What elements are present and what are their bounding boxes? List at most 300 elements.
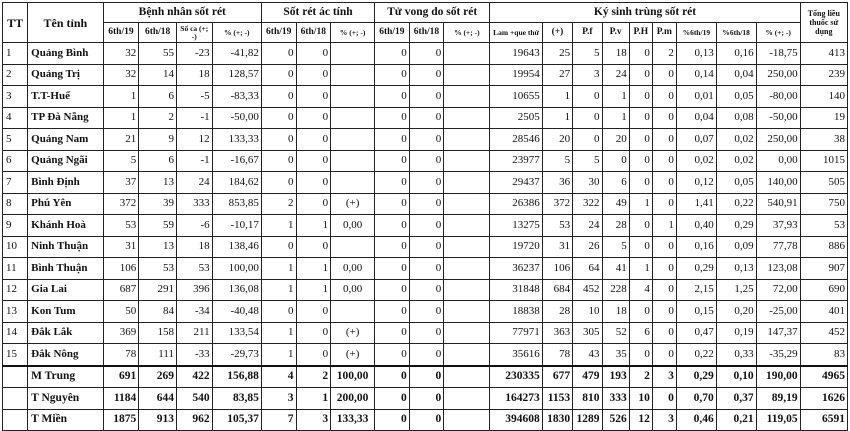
cell-pos: 27 (542, 64, 572, 86)
cell-ph: 2 (629, 366, 652, 388)
cell-ph: 0 (629, 43, 652, 65)
header-total-drugs: Tổng liều thuốc sử dụng (800, 3, 847, 43)
cell-dpct (444, 150, 490, 172)
cell-pch: 18 (176, 64, 212, 86)
cell-s18: 0 (296, 150, 331, 172)
cell-s18: 1 (296, 215, 331, 237)
cell-d19: 0 (375, 215, 410, 237)
cell-p18: 13 (139, 236, 177, 258)
cell-kpct: 37,93 (756, 215, 800, 237)
table-row (3, 258, 848, 280)
cell-spct (331, 172, 375, 194)
cell-k19: 0,04 (676, 107, 716, 129)
cell-lam: 19954 (490, 64, 542, 86)
cell-d19: 0 (375, 150, 410, 172)
cell-d19: 0 (375, 301, 410, 323)
cell-p18: 13 (139, 172, 177, 194)
cell-s18: 1 (296, 388, 331, 410)
cell-p19: 31 (103, 236, 139, 258)
cell-s18: 0 (296, 172, 331, 194)
cell-ph: 0 (629, 129, 652, 151)
cell-kpct: -80,00 (756, 86, 800, 108)
cell-s19: 7 (261, 409, 296, 431)
cell-d18: 0 (409, 258, 444, 280)
cell-spct (331, 129, 375, 151)
cell-d19: 0 (375, 129, 410, 151)
cell-pv: 0 (602, 150, 629, 172)
cell-name: Quảng Nam (28, 129, 103, 151)
summary-row (3, 409, 848, 431)
cell-p19: 369 (103, 322, 139, 344)
cell-pos: 1 (542, 86, 572, 108)
cell-p18: 39 (139, 193, 177, 215)
cell-pos: 31 (542, 236, 572, 258)
cell-total: 401 (800, 301, 847, 323)
cell-pf: 0 (573, 107, 602, 129)
cell-d18: 0 (409, 129, 444, 151)
cell-spct: 100,00 (331, 366, 375, 388)
table-body (3, 43, 848, 431)
cell-tt: 8 (3, 193, 28, 215)
cell-k18: 0,02 (716, 150, 756, 172)
cell-d19: 0 (375, 236, 410, 258)
cell-dpct (444, 86, 490, 108)
cell-pf: 30 (573, 172, 602, 194)
cell-spct: 200,00 (331, 388, 375, 410)
cell-k19: 0,13 (676, 43, 716, 65)
cell-s18: 0 (296, 107, 331, 129)
cell-kpct: 140,00 (756, 172, 800, 194)
cell-k18: 0,33 (716, 344, 756, 366)
cell-pos: 36 (542, 172, 572, 194)
cell-k18: 0,16 (716, 43, 756, 65)
cell-s18: 0 (296, 43, 331, 65)
cell-lam: 23977 (490, 150, 542, 172)
cell-ppct: -29,73 (212, 344, 261, 366)
cell-pos: 372 (542, 193, 572, 215)
cell-dpct (444, 236, 490, 258)
header-tt: TT (3, 3, 28, 43)
cell-pv: 35 (602, 344, 629, 366)
cell-pch: 211 (176, 322, 212, 344)
cell-tt: 15 (3, 344, 28, 366)
cell-name: Bình Định (28, 172, 103, 194)
cell-lam: 230335 (490, 366, 542, 388)
cell-s18: 0 (296, 301, 331, 323)
cell-pm: 0 (652, 301, 676, 323)
cell-pch: -6 (176, 215, 212, 237)
cell-k18: 0,13 (716, 258, 756, 280)
cell-total: 83 (800, 344, 847, 366)
cell-spct (331, 43, 375, 65)
cell-s18: 0 (296, 64, 331, 86)
cell-pm: 3 (652, 366, 676, 388)
cell-pm: 0 (652, 86, 676, 108)
cell-dpct (444, 258, 490, 280)
subheader-parasites-6: %6th/19 (676, 23, 716, 43)
cell-pch: 53 (176, 258, 212, 280)
cell-pv: 52 (602, 322, 629, 344)
cell-ph: 0 (629, 344, 652, 366)
cell-spct: 0,00 (331, 258, 375, 280)
cell-kpct: -25,00 (756, 301, 800, 323)
cell-dpct (444, 301, 490, 323)
table-row (3, 215, 848, 237)
cell-name: Quảng Ngãi (28, 150, 103, 172)
cell-k19: 0,12 (676, 172, 716, 194)
cell-pch: 333 (176, 193, 212, 215)
cell-d18: 0 (409, 172, 444, 194)
subheader-parasites-1: (+) (542, 23, 572, 43)
cell-total: 907 (800, 258, 847, 280)
cell-tt (3, 388, 28, 410)
cell-pos: 677 (542, 366, 572, 388)
subheader-patients-2: Số ca (+; -) (176, 23, 212, 43)
cell-lam: 13275 (490, 215, 542, 237)
cell-pch: -34 (176, 301, 212, 323)
cell-total: 1015 (800, 150, 847, 172)
cell-s18: 0 (296, 236, 331, 258)
cell-pf: 305 (573, 322, 602, 344)
subheader-parasites-3: P.v (602, 23, 629, 43)
cell-name: Kon Tum (28, 301, 103, 323)
cell-p19: 691 (103, 366, 139, 388)
cell-pf: 3 (573, 64, 602, 86)
cell-pch: 396 (176, 279, 212, 301)
cell-pm: 0 (652, 279, 676, 301)
cell-d19: 0 (375, 107, 410, 129)
cell-p19: 32 (103, 43, 139, 65)
cell-pv: 5 (602, 236, 629, 258)
cell-d18: 0 (409, 344, 444, 366)
cell-dpct (444, 129, 490, 151)
cell-s19: 0 (261, 150, 296, 172)
cell-pv: 18 (602, 43, 629, 65)
cell-pm: 0 (652, 388, 676, 410)
cell-dpct (444, 388, 490, 410)
cell-pm: 0 (652, 172, 676, 194)
cell-kpct: 147,37 (756, 322, 800, 344)
cell-pf: 64 (573, 258, 602, 280)
cell-name: T Miền (28, 409, 103, 431)
cell-pf: 5 (573, 43, 602, 65)
cell-pos: 684 (542, 279, 572, 301)
table-row (3, 172, 848, 194)
cell-tt: 3 (3, 86, 28, 108)
cell-ppct: -40,48 (212, 301, 261, 323)
cell-pf: 0 (573, 86, 602, 108)
cell-s18: 3 (296, 409, 331, 431)
cell-pch: 18 (176, 236, 212, 258)
cell-tt: 13 (3, 301, 28, 323)
cell-k19: 0,29 (676, 366, 716, 388)
cell-pos: 106 (542, 258, 572, 280)
cell-k19: 0,40 (676, 215, 716, 237)
cell-pos: 20 (542, 129, 572, 151)
cell-s19: 0 (261, 43, 296, 65)
cell-pv: 18 (602, 301, 629, 323)
cell-dpct (444, 279, 490, 301)
malaria-report-page (2, 2, 848, 425)
cell-pch: -33 (176, 344, 212, 366)
cell-dpct (444, 64, 490, 86)
cell-lam: 28546 (490, 129, 542, 151)
cell-pv: 6 (602, 172, 629, 194)
cell-pos: 1830 (542, 409, 572, 431)
header-deaths: Tử vong do sốt rét (375, 3, 490, 23)
subheader-parasites-4: P.H (629, 23, 652, 43)
cell-s19: 4 (261, 366, 296, 388)
cell-dpct (444, 172, 490, 194)
cell-p18: 6 (139, 86, 177, 108)
cell-p19: 21 (103, 129, 139, 151)
cell-tt: 4 (3, 107, 28, 129)
subheader-patients-0: 6th/19 (103, 23, 139, 43)
subheader-parasites-5: P.m (652, 23, 676, 43)
cell-ppct: -41,82 (212, 43, 261, 65)
cell-p18: 84 (139, 301, 177, 323)
cell-pf: 322 (573, 193, 602, 215)
cell-ppct: 133,54 (212, 322, 261, 344)
cell-total: 53 (800, 215, 847, 237)
cell-s19: 0 (261, 236, 296, 258)
cell-spct (331, 236, 375, 258)
cell-tt: 1 (3, 43, 28, 65)
summary-row (3, 388, 848, 410)
cell-total: 6591 (800, 409, 847, 431)
cell-pv: 24 (602, 64, 629, 86)
cell-p18: 59 (139, 215, 177, 237)
cell-dpct (444, 322, 490, 344)
cell-kpct: 123,08 (756, 258, 800, 280)
cell-d19: 0 (375, 172, 410, 194)
cell-tt: 12 (3, 279, 28, 301)
cell-d19: 0 (375, 258, 410, 280)
cell-s18: 1 (296, 279, 331, 301)
cell-p18: 9 (139, 129, 177, 151)
cell-pos: 25 (542, 43, 572, 65)
cell-pch: 12 (176, 129, 212, 151)
table-row (3, 64, 848, 86)
cell-s19: 2 (261, 193, 296, 215)
cell-pv: 41 (602, 258, 629, 280)
cell-ppct: -83,33 (212, 86, 261, 108)
cell-k19: 0,70 (676, 388, 716, 410)
cell-ppct: 138,46 (212, 236, 261, 258)
cell-name: TP Đà Nẵng (28, 107, 103, 129)
cell-d19: 0 (375, 388, 410, 410)
cell-d18: 0 (409, 86, 444, 108)
cell-ph: 0 (629, 301, 652, 323)
cell-lam: 19643 (490, 43, 542, 65)
cell-name: Bình Thuận (28, 258, 103, 280)
cell-pos: 78 (542, 344, 572, 366)
cell-s19: 1 (261, 258, 296, 280)
cell-p18: 6 (139, 150, 177, 172)
subheader-deaths-1: 6th/18 (409, 23, 444, 43)
cell-pos: 1 (542, 107, 572, 129)
cell-pv: 193 (602, 366, 629, 388)
cell-p18: 53 (139, 258, 177, 280)
cell-pf: 26 (573, 236, 602, 258)
cell-ppct: 133,33 (212, 129, 261, 151)
cell-pch: -23 (176, 43, 212, 65)
cell-total: 140 (800, 86, 847, 108)
cell-p18: 14 (139, 64, 177, 86)
cell-pm: 1 (652, 215, 676, 237)
cell-ph: 0 (629, 172, 652, 194)
cell-s19: 0 (261, 301, 296, 323)
cell-p18: 158 (139, 322, 177, 344)
cell-pm: 0 (652, 150, 676, 172)
cell-d18: 0 (409, 193, 444, 215)
cell-p18: 111 (139, 344, 177, 366)
cell-dpct (444, 215, 490, 237)
cell-dpct (444, 409, 490, 431)
cell-s19: 1 (261, 279, 296, 301)
cell-lam: 36237 (490, 258, 542, 280)
subheader-deaths-0: 6th/19 (375, 23, 410, 43)
cell-total: 413 (800, 43, 847, 65)
cell-s19: 1 (261, 215, 296, 237)
cell-k19: 0,16 (676, 236, 716, 258)
cell-total: 690 (800, 279, 847, 301)
table-row (3, 150, 848, 172)
cell-d18: 0 (409, 409, 444, 431)
cell-pm: 0 (652, 344, 676, 366)
header-row-subcolumns (3, 23, 848, 43)
cell-lam: 10655 (490, 86, 542, 108)
cell-pch: 422 (176, 366, 212, 388)
cell-pf: 1289 (573, 409, 602, 431)
cell-pv: 1 (602, 86, 629, 108)
cell-d18: 0 (409, 236, 444, 258)
cell-d19: 0 (375, 64, 410, 86)
cell-k18: 0,29 (716, 215, 756, 237)
cell-s19: 0 (261, 107, 296, 129)
cell-name: Khánh Hoà (28, 215, 103, 237)
cell-k19: 0,02 (676, 150, 716, 172)
cell-ph: 1 (629, 258, 652, 280)
cell-pf: 810 (573, 388, 602, 410)
cell-tt (3, 366, 28, 388)
cell-p19: 5 (103, 150, 139, 172)
cell-kpct: 250,00 (756, 64, 800, 86)
cell-ppct: 156,88 (212, 366, 261, 388)
cell-d18: 0 (409, 322, 444, 344)
cell-ppct: -10,17 (212, 215, 261, 237)
cell-total: 4965 (800, 366, 847, 388)
cell-p19: 32 (103, 64, 139, 86)
cell-pch: -5 (176, 86, 212, 108)
cell-spct: (+) (331, 193, 375, 215)
cell-d19: 0 (375, 43, 410, 65)
cell-k18: 0,20 (716, 301, 756, 323)
cell-s18: 0 (296, 344, 331, 366)
cell-p19: 687 (103, 279, 139, 301)
cell-kpct: 119,05 (756, 409, 800, 431)
subheader-deaths-2: % (+; -) (444, 23, 490, 43)
cell-ph: 0 (629, 86, 652, 108)
cell-ph: 0 (629, 150, 652, 172)
malaria-statistics-table (2, 2, 848, 431)
table-row (3, 193, 848, 215)
cell-k19: 0,07 (676, 129, 716, 151)
cell-s18: 0 (296, 322, 331, 344)
cell-d18: 0 (409, 64, 444, 86)
cell-tt: 6 (3, 150, 28, 172)
cell-lam: 35616 (490, 344, 542, 366)
cell-total: 886 (800, 236, 847, 258)
cell-ppct: 853,85 (212, 193, 261, 215)
table-row (3, 301, 848, 323)
cell-spct (331, 301, 375, 323)
cell-p18: 644 (139, 388, 177, 410)
table-row (3, 279, 848, 301)
header-severe: Sốt rét ác tính (261, 3, 374, 23)
subheader-parasites-7: %6th/18 (716, 23, 756, 43)
cell-pv: 28 (602, 215, 629, 237)
cell-pch: 540 (176, 388, 212, 410)
cell-spct: (+) (331, 322, 375, 344)
cell-pf: 0 (573, 129, 602, 151)
cell-total: 1626 (800, 388, 847, 410)
subheader-severe-2: % (+; -) (331, 23, 375, 43)
cell-d18: 0 (409, 388, 444, 410)
cell-ph: 0 (629, 215, 652, 237)
cell-spct (331, 107, 375, 129)
cell-s19: 0 (261, 172, 296, 194)
table-row (3, 86, 848, 108)
cell-spct (331, 86, 375, 108)
cell-p19: 372 (103, 193, 139, 215)
cell-k18: 0,09 (716, 236, 756, 258)
cell-spct: (+) (331, 344, 375, 366)
cell-pm: 0 (652, 129, 676, 151)
cell-pm: 0 (652, 64, 676, 86)
cell-k18: 0,19 (716, 322, 756, 344)
cell-tt: 10 (3, 236, 28, 258)
cell-pv: 526 (602, 409, 629, 431)
cell-pm: 0 (652, 193, 676, 215)
cell-lam: 394608 (490, 409, 542, 431)
cell-k18: 0,08 (716, 107, 756, 129)
cell-name: Đắk Lắk (28, 322, 103, 344)
cell-k18: 1,25 (716, 279, 756, 301)
cell-total: 505 (800, 172, 847, 194)
cell-d19: 0 (375, 366, 410, 388)
cell-pos: 28 (542, 301, 572, 323)
cell-s19: 3 (261, 388, 296, 410)
cell-kpct: -50,00 (756, 107, 800, 129)
cell-p18: 2 (139, 107, 177, 129)
cell-k19: 0,22 (676, 344, 716, 366)
cell-k19: 0,47 (676, 322, 716, 344)
cell-lam: 2505 (490, 107, 542, 129)
cell-pv: 49 (602, 193, 629, 215)
cell-pm: 3 (652, 409, 676, 431)
header-patients: Bệnh nhân sốt rét (103, 3, 261, 23)
cell-pch: -1 (176, 107, 212, 129)
cell-kpct: -35,29 (756, 344, 800, 366)
cell-name: Quảng Trị (28, 64, 103, 86)
cell-pch: 24 (176, 172, 212, 194)
cell-kpct: 89,19 (756, 388, 800, 410)
cell-d18: 0 (409, 150, 444, 172)
cell-tt: 11 (3, 258, 28, 280)
cell-p19: 1184 (103, 388, 139, 410)
cell-kpct: 250,00 (756, 129, 800, 151)
